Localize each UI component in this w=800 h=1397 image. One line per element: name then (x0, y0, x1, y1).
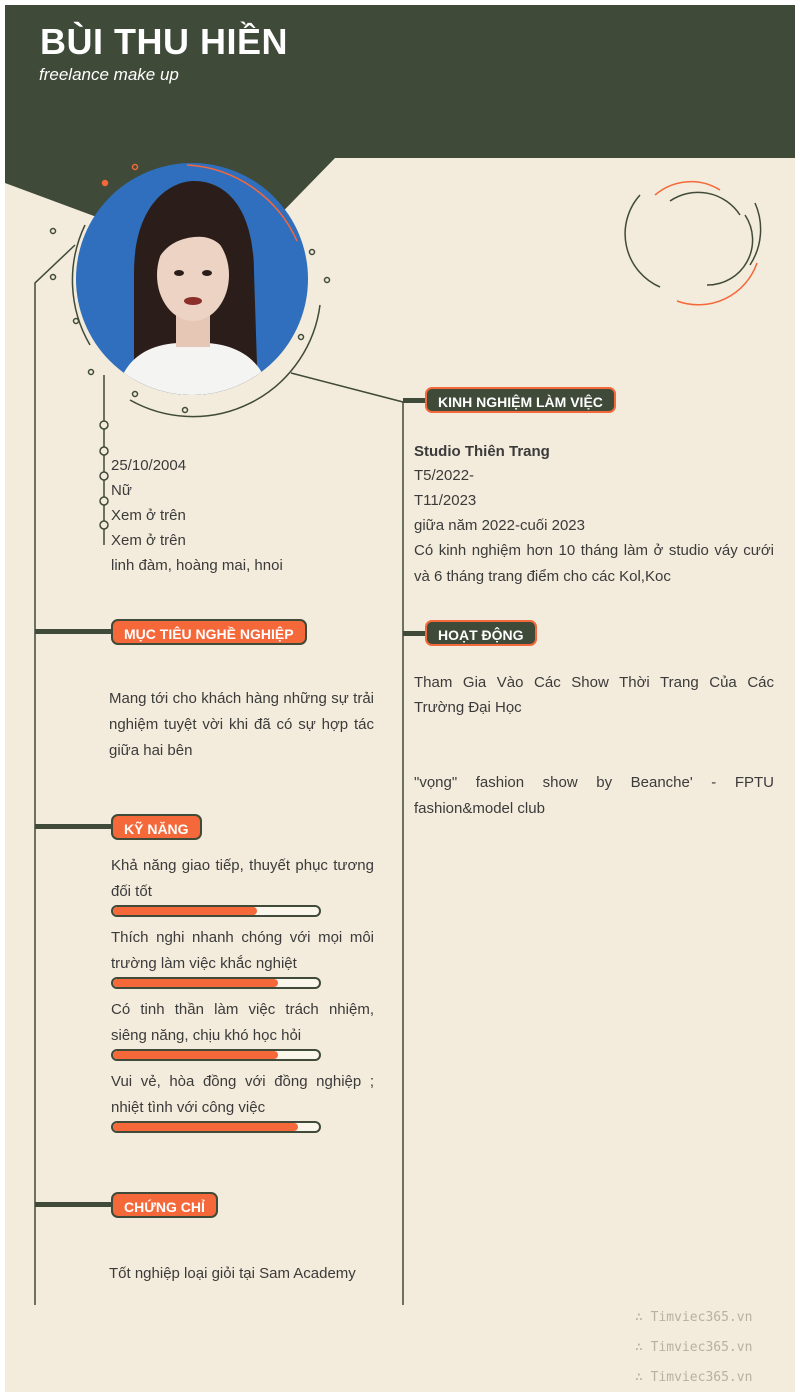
skill-level-fill (113, 979, 278, 987)
skill-level-bar (111, 1121, 321, 1133)
watermark-text: Timviec365.vn (650, 1340, 753, 1355)
address: linh đàm, hoàng mai, hnoi (111, 557, 283, 574)
watermark-text: Timviec365.vn (650, 1370, 753, 1385)
watermark: ∴ Timviec365.vn (635, 1310, 753, 1325)
job-start: T5/2022- (414, 467, 475, 484)
skill-name: Khả năng giao tiếp, thuyết phục tương đối tốt (111, 857, 374, 900)
skill-name: Thích nghi nhanh chóng với mọi môi trường làm việc khắc nghiệt (111, 929, 374, 972)
objective-title: MỤC TIÊU NGHỀ NGHIỆP (111, 619, 307, 645)
objective-text: Mang tới cho khách hàng những sự trải nghiệm tuyệt vời khi đã có sự hợp tác giữa hai bên (109, 690, 374, 759)
candidate-role: freelance make up (39, 65, 179, 84)
skill-level-bar (111, 905, 321, 917)
watermark: ∴ Timviec365.vn (635, 1370, 753, 1385)
email: Xem ở trên (111, 532, 186, 549)
experience-title: KINH NGHIỆM LÀM VIỆC (425, 387, 616, 413)
skills-title: KỸ NĂNG (111, 814, 202, 840)
activities-bar (403, 631, 427, 636)
candidate-name: BÙI THU HIỀN (40, 21, 288, 62)
watermark-text: Timviec365.vn (650, 1310, 753, 1325)
profile-photo (76, 163, 308, 395)
gender: Nữ (111, 482, 132, 499)
phone: Xem ở trên (111, 507, 186, 524)
skill-level-bar (111, 1049, 321, 1061)
watermark: ∴ Timviec365.vn (635, 1340, 753, 1355)
activity-item: "vọng" fashion show by Beanche' - FPTU fashion&model club (414, 774, 774, 817)
experience-bar (403, 398, 427, 403)
certificates-title: CHỨNG CHỈ (111, 1192, 218, 1218)
skill-level-bar (111, 977, 321, 989)
job-end: T11/2023 (414, 492, 477, 509)
skill-level-fill (113, 907, 257, 915)
skill-level-fill (113, 1051, 278, 1059)
cv-page (5, 5, 795, 1392)
activity-item: Tham Gia Vào Các Show Thời Trang Của Các Trường Đại Học (414, 674, 774, 716)
skills-bar (35, 824, 113, 829)
skill-name: Có tinh thần làm việc trách nhiệm, siêng năng, chịu khó học hỏi (111, 1001, 374, 1044)
certificates-text: Tốt nghiệp loại giỏi tại Sam Academy (109, 1265, 356, 1282)
job-period: giữa năm 2022-cuối 2023 (414, 517, 585, 534)
certificates-bar (35, 1202, 113, 1207)
objective-bar (35, 629, 113, 634)
skill-level-fill (113, 1123, 298, 1131)
job-company: Studio Thiên Trang (414, 443, 550, 460)
skill-name: Vui vẻ, hòa đồng với đồng nghiệp ; nhiệt tình với công việc (111, 1073, 374, 1116)
birthdate: 25/10/2004 (111, 457, 187, 474)
job-description: Có kinh nghiệm hơn 10 tháng làm ở studio váy cưới và 6 tháng trang điểm cho các Kol,Koc (414, 542, 774, 585)
activities-title: HOẠT ĐỘNG (425, 620, 537, 646)
